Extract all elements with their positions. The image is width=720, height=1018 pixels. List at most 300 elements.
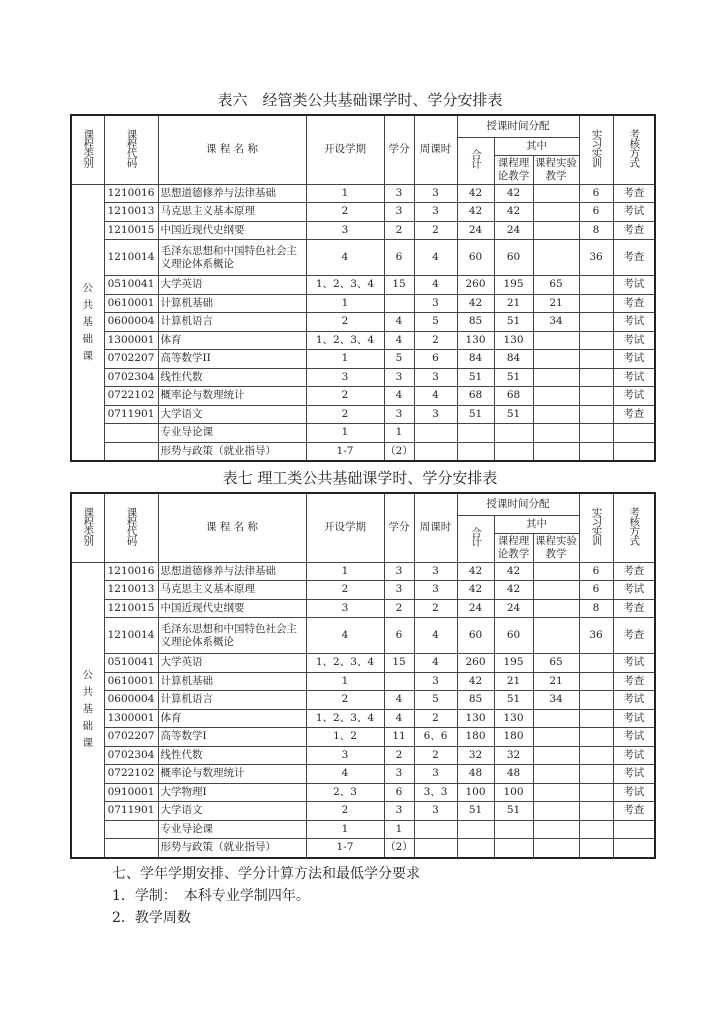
header-category-text: 课程类别: [82, 506, 95, 545]
cell-weekly: 3: [414, 562, 457, 581]
cell-code: 1210013: [104, 203, 158, 222]
cell-code: 1210014: [104, 240, 158, 276]
cell-theory: 130: [494, 331, 533, 350]
cell-name: 大学语文: [158, 802, 306, 821]
header-exam: [613, 493, 655, 562]
cell-exam: 考查: [613, 240, 655, 276]
table-row: [71, 618, 655, 654]
cell-weekly: [414, 820, 457, 839]
cell-name: 专业导论课: [158, 820, 306, 839]
cell-lab: [533, 581, 579, 600]
cell-semester: 4: [306, 240, 384, 276]
cell-exam: 考试: [613, 350, 655, 369]
cell-semester: 1: [306, 350, 384, 369]
header-code: [104, 493, 158, 562]
cell-practice: [579, 313, 613, 332]
cell-name: 马克思主义基本原理: [158, 203, 306, 222]
cell-code: 1210016: [104, 184, 158, 203]
cell-weekly: 4: [414, 618, 457, 654]
cell-practice: 6: [579, 203, 613, 222]
cell-total: 85: [457, 313, 494, 332]
cell-name: 概率论与数理统计: [158, 765, 306, 784]
cell-practice: 36: [579, 618, 613, 654]
cell-exam: 考试: [613, 691, 655, 710]
cell-semester: 2: [306, 203, 384, 222]
cell-practice: 6: [579, 562, 613, 581]
header-code-text: 课程代码: [125, 506, 138, 545]
cell-weekly: 6: [414, 350, 457, 369]
cell-theory: 42: [494, 184, 533, 203]
cell-theory: [494, 424, 533, 443]
cell-exam: 考查: [613, 599, 655, 618]
cell-semester: 2: [306, 387, 384, 406]
cell-theory: 51: [494, 405, 533, 424]
cell-total: 84: [457, 350, 494, 369]
cell-semester: 3: [306, 599, 384, 618]
cell-total: 24: [457, 599, 494, 618]
cell-semester: 1-7: [306, 442, 384, 461]
cell-credit: 2: [384, 599, 414, 618]
cell-total: 85: [457, 691, 494, 710]
cell-name: 大学语文: [158, 405, 306, 424]
cell-exam: 考试: [613, 313, 655, 332]
section-item-1: 1．学制： 本科专业学制四年。: [112, 887, 310, 904]
cell-lab: [533, 184, 579, 203]
cell-name: 形势与政策（就业指导）: [158, 442, 306, 461]
header-category: [71, 493, 104, 562]
header-credit: 学分: [384, 115, 414, 184]
cell-weekly: 3: [414, 581, 457, 600]
cell-credit: 3: [384, 203, 414, 222]
cell-credit: （2）: [384, 839, 414, 858]
table7: [70, 492, 656, 859]
cell-code: 0722102: [104, 765, 158, 784]
table-row: [71, 691, 655, 710]
cell-weekly: [414, 442, 457, 461]
cell-credit: 15: [384, 654, 414, 673]
header-theory: 课程理论教学: [494, 533, 533, 562]
cell-practice: [579, 672, 613, 691]
cell-name: 形势与政策（就业指导）: [158, 839, 306, 858]
cell-semester: 1: [306, 294, 384, 313]
cell-practice: [579, 442, 613, 461]
cell-weekly: 2: [414, 331, 457, 350]
cell-total: 60: [457, 240, 494, 276]
header-exam: [613, 115, 655, 184]
cell-theory: 195: [494, 654, 533, 673]
cell-name: 计算机基础: [158, 672, 306, 691]
cell-exam: 考查: [613, 405, 655, 424]
cell-code: 0600004: [104, 313, 158, 332]
header-weekly: 周课时: [414, 115, 457, 184]
table7-title: 表七 理工类公共基础课学时、学分安排表: [222, 469, 498, 487]
cell-total: 130: [457, 331, 494, 350]
header-weekly: 周课时: [414, 493, 457, 562]
header-exam-text: 考核方式: [628, 128, 641, 167]
category-text: 公共基础课: [82, 669, 93, 749]
cell-code: 0600004: [104, 691, 158, 710]
cell-lab: [533, 221, 579, 240]
header-code: [104, 115, 158, 184]
cell-theory: 51: [494, 313, 533, 332]
cell-code: 1300001: [104, 331, 158, 350]
cell-practice: [579, 783, 613, 802]
cell-code: 1300001: [104, 709, 158, 728]
table-row: [71, 387, 655, 406]
cell-total: [457, 424, 494, 443]
cell-practice: [579, 746, 613, 765]
cell-weekly: [414, 424, 457, 443]
cell-name: 大学英语: [158, 654, 306, 673]
cell-exam: 考查: [613, 802, 655, 821]
cell-exam: [613, 839, 655, 858]
cell-theory: 42: [494, 562, 533, 581]
cell-code: 0610001: [104, 294, 158, 313]
cell-theory: 84: [494, 350, 533, 369]
cell-name: 线性代数: [158, 368, 306, 387]
cell-lab: [533, 387, 579, 406]
cell-theory: 21: [494, 294, 533, 313]
cell-credit: 3: [384, 405, 414, 424]
cell-semester: 1、2、3、4: [306, 331, 384, 350]
cell-name: 专业导论课: [158, 424, 306, 443]
cell-lab: [533, 599, 579, 618]
cell-name: 马克思主义基本原理: [158, 581, 306, 600]
cell-theory: 42: [494, 581, 533, 600]
cell-total: 130: [457, 709, 494, 728]
cell-semester: 2: [306, 691, 384, 710]
header-category-text: 课程类别: [82, 128, 95, 167]
cell-practice: 36: [579, 240, 613, 276]
cell-code: [104, 424, 158, 443]
cell-credit: [384, 294, 414, 313]
cell-name: 思想道德修养与法律基础: [158, 184, 306, 203]
cell-total: [457, 839, 494, 858]
cell-theory: 42: [494, 203, 533, 222]
header-lab: 课程实验教学: [533, 155, 579, 184]
cell-lab: [533, 442, 579, 461]
cell-lab: [533, 820, 579, 839]
cell-lab: [533, 368, 579, 387]
cell-lab: 65: [533, 654, 579, 673]
table-row: [71, 350, 655, 369]
cell-credit: 2: [384, 221, 414, 240]
cell-total: 42: [457, 672, 494, 691]
section-item-2: 2．教学周数: [112, 909, 191, 926]
cell-code: 0702304: [104, 746, 158, 765]
cell-lab: [533, 765, 579, 784]
cell-weekly: 3: [414, 765, 457, 784]
cell-total: 260: [457, 276, 494, 295]
header-practice-text: 实习实训: [590, 506, 603, 545]
table-row: [71, 746, 655, 765]
cell-code: 0711901: [104, 405, 158, 424]
cell-exam: 考试: [613, 765, 655, 784]
cell-theory: [494, 820, 533, 839]
table-row: [71, 294, 655, 313]
cell-total: 100: [457, 783, 494, 802]
cell-semester: 3: [306, 368, 384, 387]
cell-code: 0910001: [104, 783, 158, 802]
cell-theory: 180: [494, 728, 533, 747]
header-among: 其中: [494, 137, 579, 155]
cell-credit: 3: [384, 581, 414, 600]
cell-semester: 1: [306, 424, 384, 443]
cell-weekly: 5: [414, 313, 457, 332]
cell-lab: [533, 839, 579, 858]
header-credit: 学分: [384, 493, 414, 562]
cell-total: 24: [457, 221, 494, 240]
cell-theory: [494, 839, 533, 858]
cell-exam: 考试: [613, 746, 655, 765]
cell-total: 51: [457, 405, 494, 424]
cell-practice: [579, 691, 613, 710]
header-exam-text: 考核方式: [628, 506, 641, 545]
section-heading: 七、学年学期安排、学分计算方法和最低学分要求: [112, 865, 420, 882]
cell-exam: 考试: [613, 276, 655, 295]
cell-practice: [579, 765, 613, 784]
cell-semester: 3: [306, 746, 384, 765]
table-row: [71, 728, 655, 747]
cell-semester: 1、2、3、4: [306, 709, 384, 728]
cell-name: 体育: [158, 709, 306, 728]
cell-code: 0510041: [104, 276, 158, 295]
cell-total: 42: [457, 184, 494, 203]
table-row: [71, 839, 655, 858]
cell-weekly: 4: [414, 654, 457, 673]
cell-exam: 考试: [613, 387, 655, 406]
cell-credit: 5: [384, 350, 414, 369]
cell-exam: 考查: [613, 221, 655, 240]
category-cell: [71, 562, 104, 858]
cell-semester: 2: [306, 581, 384, 600]
table-row: [71, 276, 655, 295]
cell-credit: 11: [384, 728, 414, 747]
cell-code: 1210015: [104, 221, 158, 240]
cell-total: 48: [457, 765, 494, 784]
cell-theory: 51: [494, 691, 533, 710]
cell-lab: [533, 405, 579, 424]
cell-theory: 68: [494, 387, 533, 406]
cell-practice: 6: [579, 581, 613, 600]
table-row: [71, 442, 655, 461]
table-row: [71, 783, 655, 802]
cell-theory: 60: [494, 618, 533, 654]
header-distribution: 授课时间分配: [457, 115, 579, 137]
table-row: [71, 368, 655, 387]
cell-code: 0702304: [104, 368, 158, 387]
cell-semester: 1: [306, 562, 384, 581]
header-lab: 课程实验教学: [533, 533, 579, 562]
cell-lab: [533, 424, 579, 443]
cell-code: 1210014: [104, 618, 158, 654]
cell-weekly: 3: [414, 802, 457, 821]
cell-lab: 21: [533, 294, 579, 313]
cell-weekly: 3: [414, 184, 457, 203]
cell-credit: 6: [384, 240, 414, 276]
header-code-text: 课程代码: [125, 128, 138, 167]
cell-credit: 1: [384, 424, 414, 443]
cell-lab: 34: [533, 691, 579, 710]
cell-practice: [579, 728, 613, 747]
cell-exam: 考试: [613, 654, 655, 673]
header-practice: [579, 115, 613, 184]
cell-weekly: 3: [414, 672, 457, 691]
cell-weekly: 2: [414, 709, 457, 728]
cell-exam: 考试: [613, 331, 655, 350]
table-row: [71, 765, 655, 784]
cell-lab: [533, 728, 579, 747]
cell-semester: 1、2: [306, 728, 384, 747]
cell-weekly: 4: [414, 387, 457, 406]
cell-lab: [533, 350, 579, 369]
cell-credit: 6: [384, 618, 414, 654]
cell-total: 42: [457, 562, 494, 581]
cell-practice: [579, 839, 613, 858]
cell-lab: [533, 709, 579, 728]
cell-name: 高等数学II: [158, 350, 306, 369]
cell-practice: [579, 331, 613, 350]
cell-semester: 2: [306, 313, 384, 332]
cell-name: 大学物理I: [158, 783, 306, 802]
cell-semester: 1、2、3、4: [306, 654, 384, 673]
cell-code: 0510041: [104, 654, 158, 673]
cell-practice: 8: [579, 599, 613, 618]
cell-weekly: 3、3: [414, 783, 457, 802]
cell-credit: 4: [384, 709, 414, 728]
table-row: [71, 203, 655, 222]
cell-exam: [613, 424, 655, 443]
cell-total: 260: [457, 654, 494, 673]
cell-theory: 51: [494, 802, 533, 821]
header-total: [457, 137, 494, 184]
cell-lab: [533, 783, 579, 802]
cell-total: 42: [457, 203, 494, 222]
cell-total: [457, 820, 494, 839]
cell-theory: 51: [494, 368, 533, 387]
table-row: [71, 820, 655, 839]
cell-credit: 3: [384, 765, 414, 784]
table-row: [71, 599, 655, 618]
cell-credit: 3: [384, 184, 414, 203]
cell-total: 51: [457, 368, 494, 387]
cell-practice: 8: [579, 221, 613, 240]
cell-weekly: 3: [414, 294, 457, 313]
cell-lab: [533, 203, 579, 222]
cell-exam: 考查: [613, 184, 655, 203]
cell-name: 毛泽东思想和中国特色社会主义理论体系概论: [158, 618, 306, 654]
cell-theory: 24: [494, 221, 533, 240]
cell-lab: [533, 562, 579, 581]
cell-exam: 考试: [613, 709, 655, 728]
cell-code: 0610001: [104, 672, 158, 691]
cell-semester: 2: [306, 405, 384, 424]
table-row: [71, 581, 655, 600]
cell-weekly: 4: [414, 276, 457, 295]
cell-practice: [579, 820, 613, 839]
header-total: [457, 515, 494, 562]
cell-credit: 3: [384, 802, 414, 821]
table-row: [71, 313, 655, 332]
cell-name: 计算机语言: [158, 691, 306, 710]
cell-lab: 21: [533, 672, 579, 691]
cell-total: 42: [457, 294, 494, 313]
cell-weekly: 3: [414, 203, 457, 222]
header-semester: 开设学期: [306, 493, 384, 562]
cell-semester: 4: [306, 618, 384, 654]
cell-lab: [533, 618, 579, 654]
cell-exam: 考试: [613, 581, 655, 600]
cell-weekly: 3: [414, 368, 457, 387]
cell-total: [457, 442, 494, 461]
cell-total: 68: [457, 387, 494, 406]
cell-name: 计算机语言: [158, 313, 306, 332]
cell-semester: 1: [306, 672, 384, 691]
cell-name: 体育: [158, 331, 306, 350]
cell-name: 大学英语: [158, 276, 306, 295]
cell-weekly: 4: [414, 240, 457, 276]
cell-theory: 195: [494, 276, 533, 295]
cell-credit: 6: [384, 783, 414, 802]
cell-weekly: 2: [414, 599, 457, 618]
cell-theory: 60: [494, 240, 533, 276]
cell-weekly: 6、6: [414, 728, 457, 747]
cell-total: 60: [457, 618, 494, 654]
cell-code: 1210013: [104, 581, 158, 600]
cell-name: 高等数学I: [158, 728, 306, 747]
cell-practice: [579, 294, 613, 313]
cell-name: 概率论与数理统计: [158, 387, 306, 406]
cell-semester: 2: [306, 802, 384, 821]
cell-lab: [533, 240, 579, 276]
cell-practice: [579, 368, 613, 387]
cell-name: 中国近现代史纲要: [158, 221, 306, 240]
table-row: [71, 424, 655, 443]
cell-credit: 4: [384, 331, 414, 350]
cell-exam: 考试: [613, 368, 655, 387]
cell-credit: 4: [384, 387, 414, 406]
cell-name: 毛泽东思想和中国特色社会主义理论体系概论: [158, 240, 306, 276]
cell-exam: 考查: [613, 672, 655, 691]
cell-practice: [579, 405, 613, 424]
cell-lab: [533, 746, 579, 765]
cell-credit: 2: [384, 746, 414, 765]
cell-credit: 3: [384, 562, 414, 581]
cell-exam: 考试: [613, 203, 655, 222]
category-text: 公共基础课: [82, 281, 93, 362]
table-row: [71, 654, 655, 673]
cell-total: 51: [457, 802, 494, 821]
cell-total: 42: [457, 581, 494, 600]
table-row: [71, 672, 655, 691]
cell-weekly: [414, 839, 457, 858]
cell-semester: 1: [306, 184, 384, 203]
header-practice: [579, 493, 613, 562]
cell-practice: [579, 802, 613, 821]
cell-credit: 15: [384, 276, 414, 295]
cell-total: 32: [457, 746, 494, 765]
cell-semester: 1、2、3、4: [306, 276, 384, 295]
cell-credit: （2）: [384, 442, 414, 461]
cell-name: 思想道德修养与法律基础: [158, 562, 306, 581]
cell-exam: 考试: [613, 783, 655, 802]
cell-weekly: 2: [414, 221, 457, 240]
header-name: 课 程 名 称: [158, 493, 306, 562]
cell-semester: 4: [306, 765, 384, 784]
header-category: [71, 115, 104, 184]
cell-exam: [613, 442, 655, 461]
cell-name: 计算机基础: [158, 294, 306, 313]
